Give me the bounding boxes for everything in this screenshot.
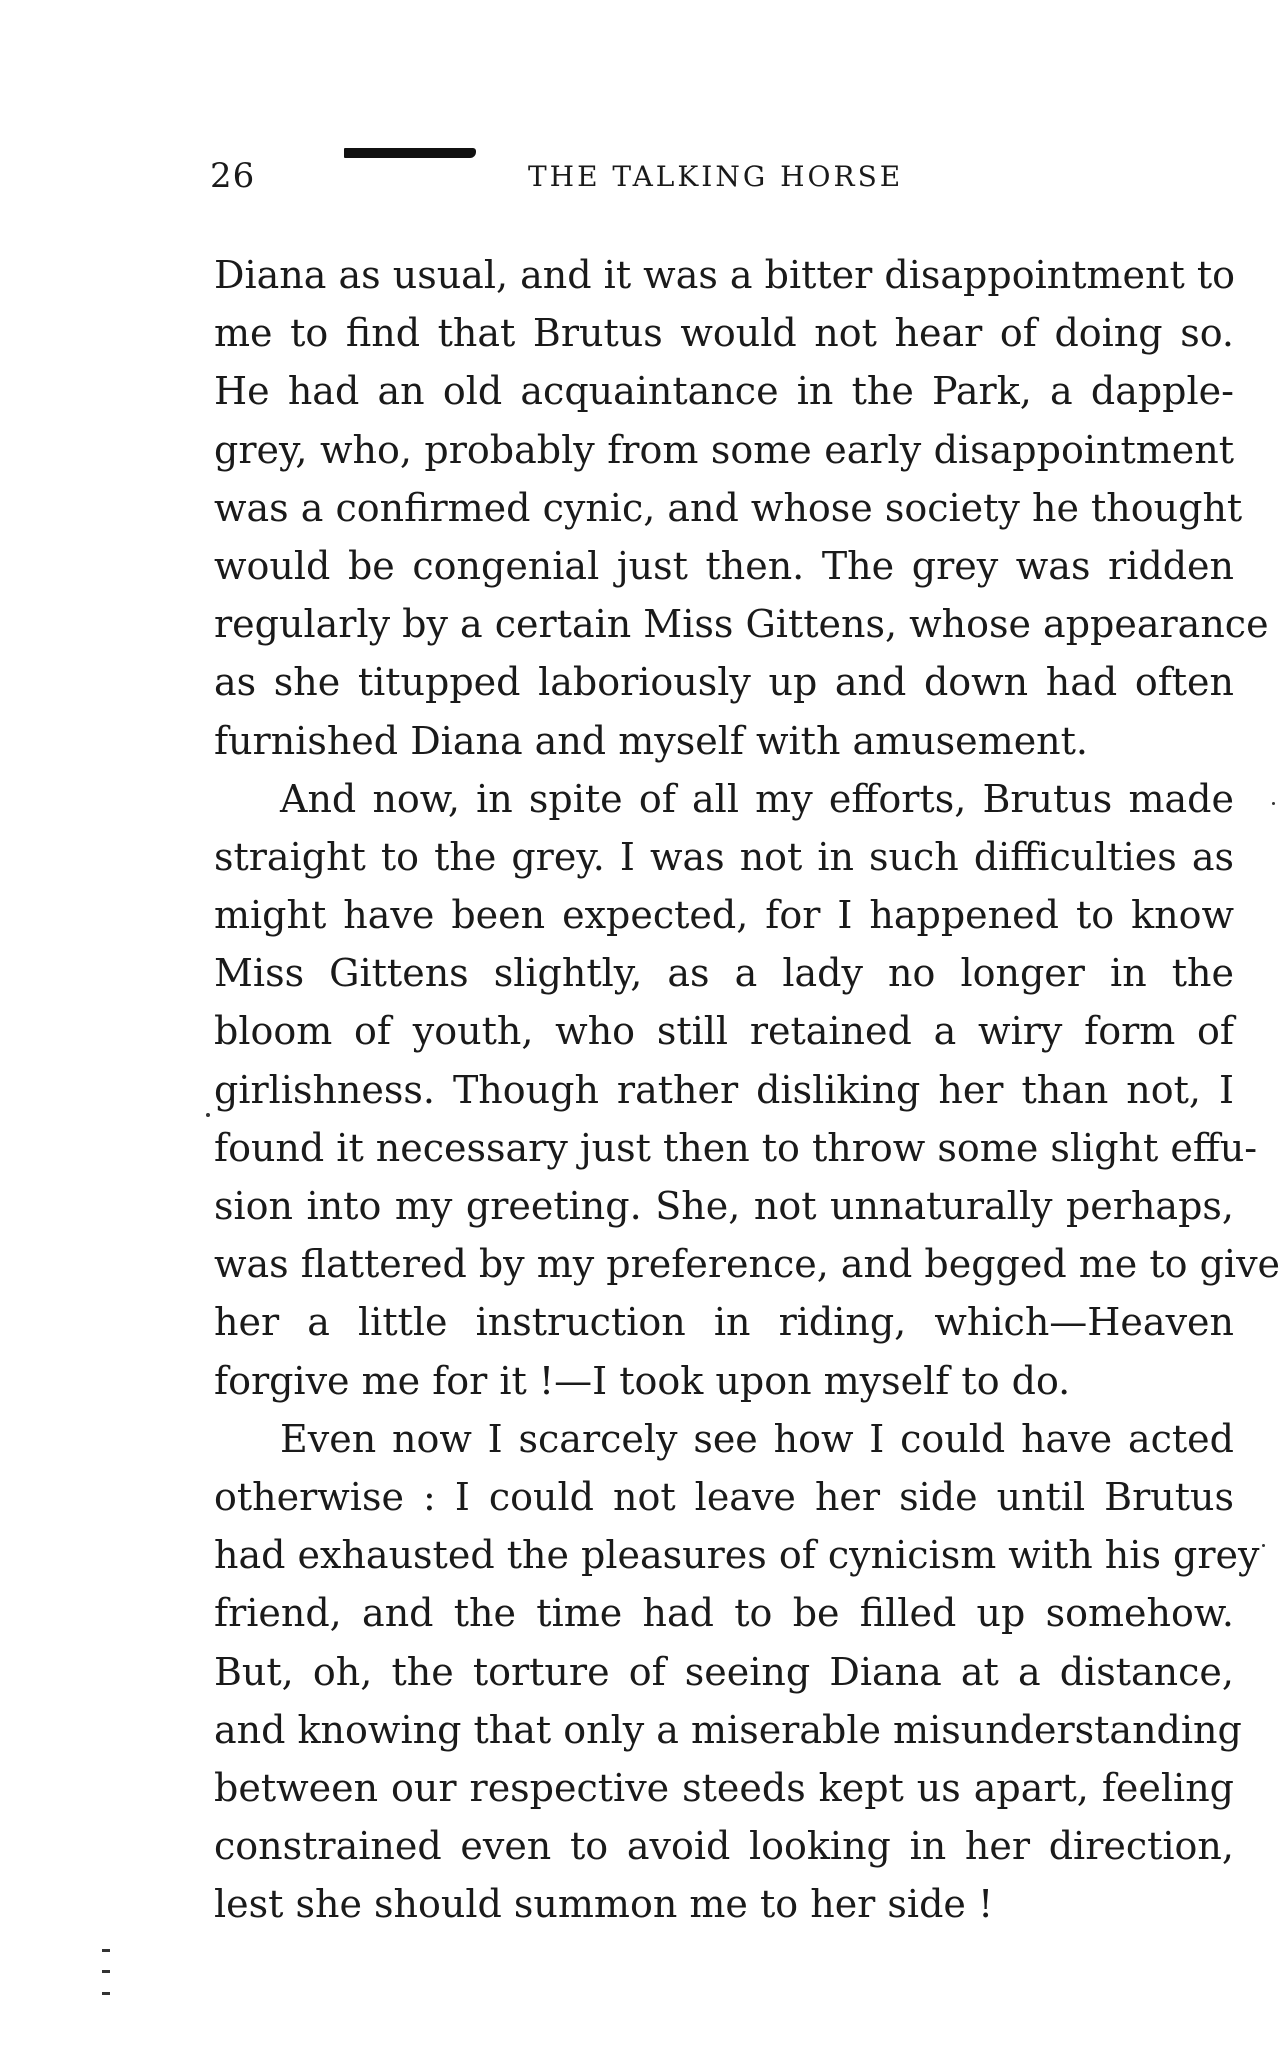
scan-speck [1272, 802, 1275, 805]
scan-speck [102, 1949, 110, 1952]
decorative-rule [344, 148, 476, 158]
text-line: forgive me for it !—I took upon myself to do. [214, 1358, 1071, 1403]
scan-speck [1262, 1544, 1265, 1547]
text-line: Even now I scarcely see how I could have acted [280, 1416, 1234, 1461]
text-line: bloom of youth, who still retained a wiry form of [214, 1009, 1234, 1054]
text-line: was a confirmed cynic, and whose society he thought [214, 485, 1243, 530]
text-line: had exhausted the pleasures of cynicism with his grey [214, 1533, 1260, 1578]
text-line: might have been expected, for I happened to know [214, 893, 1234, 938]
scan-speck [102, 1992, 110, 1995]
text-line: was flattered by my preference, and begged me to give [214, 1242, 1280, 1287]
text-line: sion into my greeting. She, not unnaturally perhaps, [214, 1184, 1234, 1228]
paragraph [214, 770, 1280, 1410]
text-line: would be congenial just then. The grey was ridden [214, 543, 1234, 588]
scan-speck [102, 1970, 110, 1973]
text-line: and knowing that only a miserable misunderstanding [214, 1707, 1242, 1752]
text-line: her a little instruction in riding, which—Heaven [214, 1300, 1234, 1345]
text-line: furnished Diana and myself with amusement. [214, 718, 1088, 763]
paragraph [214, 1410, 1260, 1934]
text-line: Diana as usual, and it was a bitter disappointment to [214, 253, 1235, 297]
body-text [214, 246, 1280, 1933]
text-line: found it necessary just then to throw some slight effu- [214, 1125, 1258, 1170]
text-line: me to find that Brutus would not hear of doing so. [214, 311, 1234, 356]
text-line: grey, who, probably from some early disappointment [214, 427, 1234, 472]
text-line: as she titupped laboriously up and down had often [214, 660, 1234, 705]
running-title: THE TALKING HORSE [528, 160, 904, 193]
text-line: otherwise : I could not leave her side until Brutus [214, 1474, 1234, 1519]
text-line: He had an old acquaintance in the Park, a dapple- [214, 369, 1234, 414]
running-head [210, 148, 1230, 198]
text-line: girlishness. Though rather disliking her than not, I [214, 1067, 1234, 1112]
text-line: friend, and the time had to be filled up somehow. [214, 1591, 1234, 1636]
text-line: regularly by a certain Miss Gittens, whose appearance [214, 602, 1269, 647]
scan-speck [206, 1113, 210, 1117]
text-line: lest she should summon me to her side ! [214, 1882, 994, 1927]
text-line: constrained even to avoid looking in her direction, [214, 1824, 1234, 1869]
text-line: And now, in spite of all my efforts, Brutus made [280, 776, 1234, 821]
paragraph [214, 246, 1269, 770]
text-line: But, oh, the torture of seeing Diana at a distance, [214, 1649, 1234, 1694]
text-line: straight to the grey. I was not in such difficulties as [214, 834, 1234, 879]
page-number: 26 [210, 156, 256, 196]
text-line: Miss Gittens slightly, as a lady no longer in the [214, 951, 1234, 996]
text-line: between our respective steeds kept us apart, feeling [214, 1765, 1234, 1810]
